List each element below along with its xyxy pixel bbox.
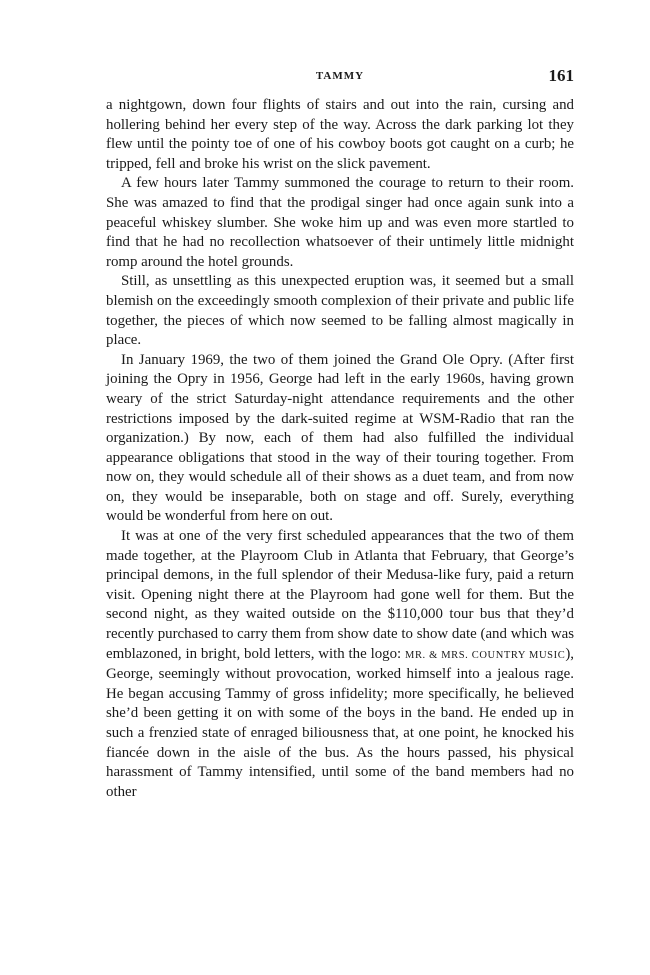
paragraph-5 — [106, 527, 574, 802]
paragraph-1: a nightgown, down four flights of stairs and out into the rain, cursing and hollering behind her every step of the way. Across the dark parking lot they flew until the pointy toe of one of his cowboy boots got caught on a curb; he tripped, fell and broke his wrist on the slick pavement. — [106, 97, 574, 172]
page-number: 161 — [548, 66, 574, 85]
paragraph-5-end: ), George, seemingly without provocation, worked himself into a jealous rage. He began accusing Tammy of gross infidelity; more specifically, he believed she’d been getting it on with some of the boys in the band. He ended up in such a frenzied state of enraged biliousness that, at one point, he knocked his fiancée down in the aisle of the bus. As the hours passed, his physical harassment of Tammy intensified, until some of the band members had no other — [106, 645, 574, 800]
paragraph-2: A few hours later Tammy summoned the courage to return to their room. She was amazed to find that the prodigal singer had once again sunk into a peaceful whiskey slumber. She woke him up and was even more startled to find that he had no recollection whatsoever of their untimely little midnight romp around the hotel grounds. — [106, 175, 574, 270]
running-head — [106, 66, 574, 92]
running-title: TAMMY — [315, 70, 365, 82]
book-page — [106, 66, 574, 802]
paragraph-5-start: It was at one of the very first scheduled appearances that the two of them made together, at the Playroom Club in Atlanta that February, that George’s principal demons, in the full splendor of their Medusa-like fury, paid a return visit. Opening night there at the Playroom had gone well for them. But the second night, as they waited outside on the $110,000 tour bus that they’d recently purchased to carry them from show date to show date (and which was emblazoned, in bright, bold letters, with the logo: — [106, 528, 574, 662]
body-text — [106, 96, 574, 802]
paragraph-3: Still, as unsettling as this unexpected eruption was, it seemed but a small blemish on the exceedingly smooth complexion of their private and public life together, the pieces of which now seemed to be falling almost magically in place. — [106, 273, 574, 349]
bus-logo-text: MR. & MRS. COUNTRY MUSIC — [405, 649, 566, 661]
paragraph-4: In January 1969, the two of them joined the Grand Ole Opry. (After first joining the Opry in 1956, George had left in the early 1960s, having grown weary of the strict Saturday-night attendance requirements and the other restrictions imposed by the dark-suited regime at WSM-Radio that ran the organization.) By now, each of them had also fulfilled the individual appearance obligations that stood in the way of their touring together. From now on, they would schedule all of their shows as a duet team, and from now on, they would be inseparable, both on stage and off. Surely, everything would be wonderful from here on out. — [106, 351, 574, 525]
